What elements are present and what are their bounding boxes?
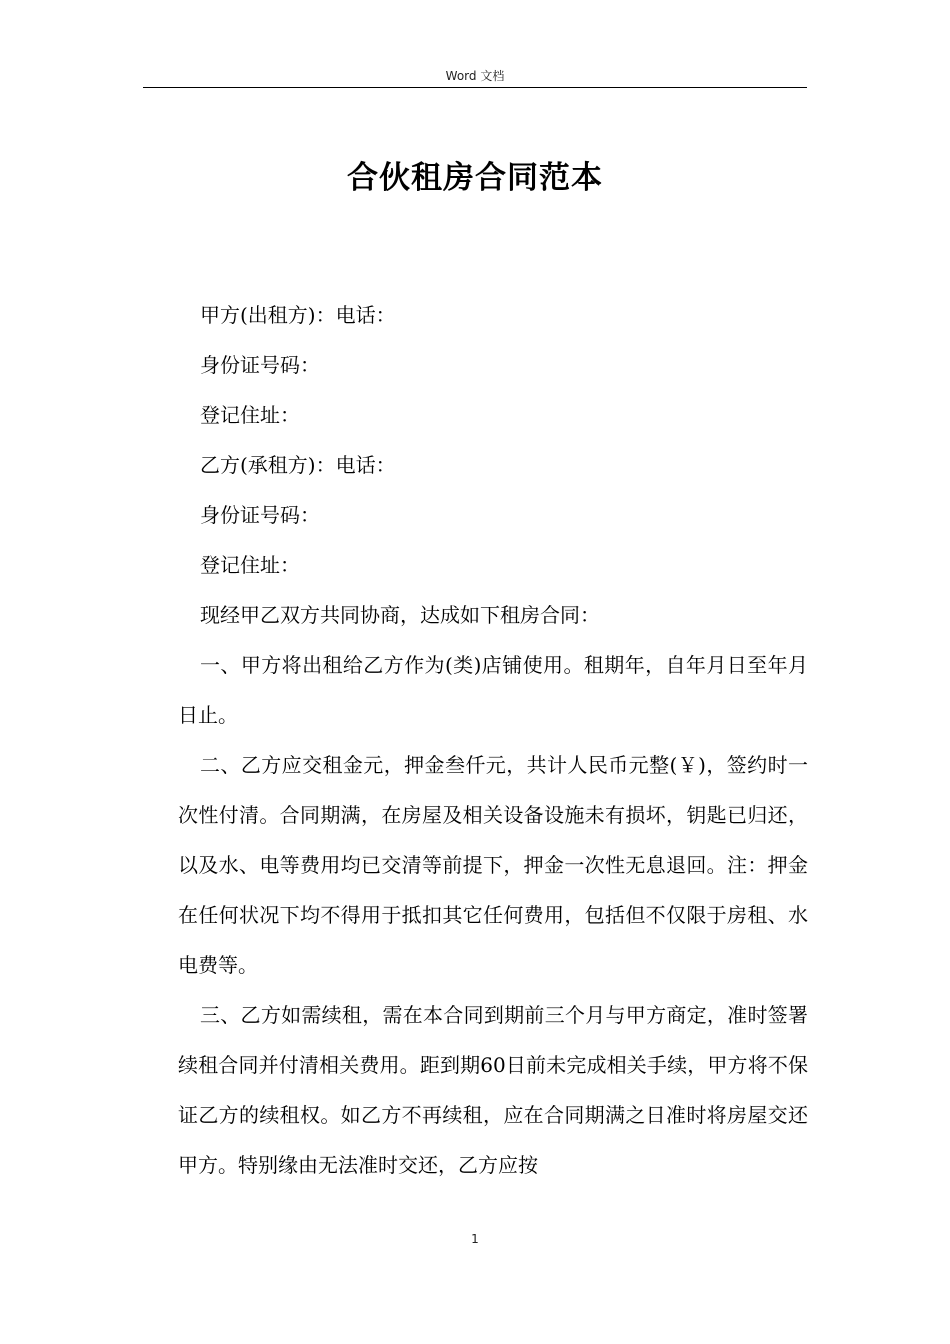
party-b-line: 乙方(承租方)：电话： — [200, 453, 396, 477]
clause-1: 一、甲方将出租给乙方作为(类)店铺使用。租期年，自年月日至年月日止。 — [178, 653, 808, 727]
party-a-id-line: 身份证号码： — [200, 353, 320, 377]
contract-body — [178, 290, 808, 1190]
header-divider — [143, 87, 807, 88]
page-number: 1 — [471, 1232, 479, 1246]
clause-2: 二、乙方应交租金元，押金叁仟元，共计人民币元整(￥)，签约时一次性付清。合同期满，在房屋及相关设备设施未有损坏，钥匙已归还，以及水、电等费用均已交清等前提下，押金一次性无息退回。注：押金在任何状况下均不得用于抵扣其它任何费用，包括但不仅限于房租、水电费等。 — [178, 753, 808, 977]
party-b-address-line: 登记住址： — [200, 553, 300, 577]
party-a-line: 甲方(出租方)：电话： — [200, 303, 396, 327]
party-b-id-line: 身份证号码： — [200, 503, 320, 527]
page-header: Word 文档 — [445, 69, 505, 83]
document-title: 合伙租房合同范本 — [347, 160, 603, 196]
party-a-address-line: 登记住址： — [200, 403, 300, 427]
clause-3: 三、乙方如需续租，需在本合同到期前三个月与甲方商定，准时签署续租合同并付清相关费用。距到期60日前未完成相关手续，甲方将不保证乙方的续租权。如乙方不再续租，应在合同期满之日准时将房屋交还甲方。特别缘由无法准时交还，乙方应按 — [178, 1003, 808, 1177]
agreement-intro: 现经甲乙双方共同协商，达成如下租房合同： — [200, 603, 600, 627]
